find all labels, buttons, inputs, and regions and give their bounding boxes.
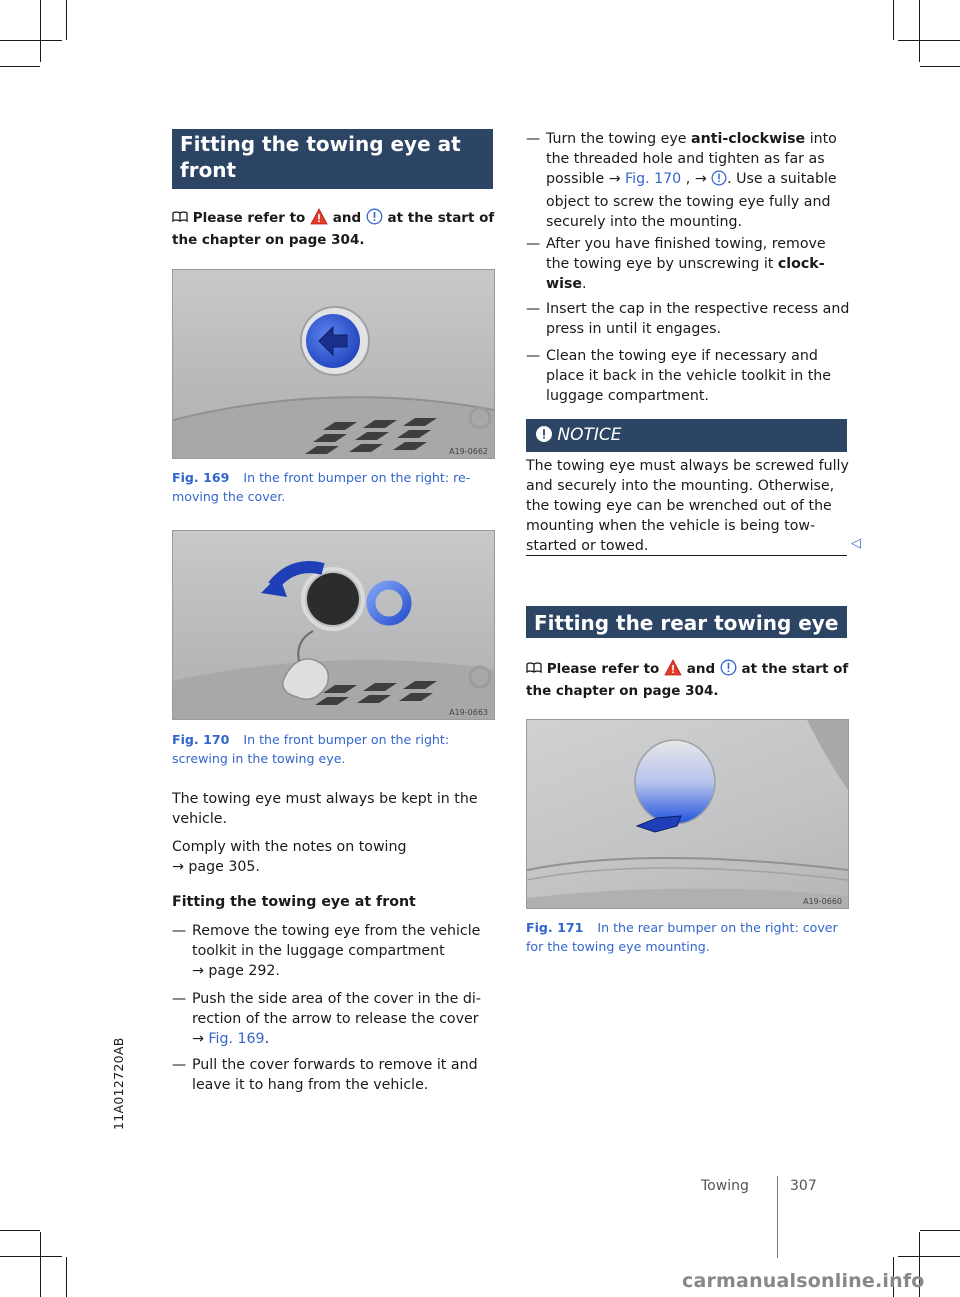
- caption-text: moving the cover.: [172, 489, 286, 504]
- crop-mark: [898, 40, 960, 41]
- figure-label: Fig. 170: [172, 732, 230, 747]
- text-line: the towing eye can be wrenched out of the: [526, 498, 832, 514]
- chapter-reference: [172, 208, 502, 250]
- figure-171-image: [526, 719, 849, 909]
- bullet-dash: —: [526, 236, 541, 252]
- crop-mark: [920, 66, 960, 67]
- document-code: 11A012720AB: [111, 1037, 126, 1130]
- paragraph-keep-in-vehicle: [172, 789, 502, 829]
- section-end-triangle-icon: ◁: [851, 536, 861, 551]
- section-heading-rear: [526, 606, 847, 638]
- text-line: vehicle.: [172, 811, 228, 827]
- notice-icon: [366, 208, 383, 231]
- crop-mark: [0, 40, 62, 41]
- figure-170-image: [172, 530, 495, 720]
- ref-prefix: Please refer to: [192, 210, 306, 226]
- text-line: toolkit in the luggage compartment: [192, 943, 445, 959]
- ref-and: and: [686, 661, 716, 677]
- notice-end-rule: [526, 555, 847, 556]
- text-line: Clean the towing eye if necessary and: [546, 348, 818, 364]
- caption-text: In the front bumper on the right:: [243, 732, 450, 747]
- crop-mark: [919, 0, 920, 62]
- figure-reference-link[interactable]: Fig. 170: [625, 171, 682, 187]
- text-line: and securely into the mounting. Otherwise,: [526, 478, 835, 494]
- text-segment: the towing eye by unscrewing it: [546, 256, 774, 272]
- step-item: [172, 1055, 502, 1095]
- crop-mark: [0, 1230, 40, 1231]
- figure-code: A19-0660: [803, 897, 842, 906]
- text-line: Comply with the notes on towing: [172, 839, 407, 855]
- bullet-dash: —: [526, 301, 541, 317]
- rear-bumper-illustration: [527, 720, 848, 908]
- crop-mark: [66, 0, 67, 40]
- caption-text: for the towing eye mounting.: [526, 939, 710, 954]
- page-reference-link[interactable]: page 292.: [208, 963, 280, 979]
- step-item: [526, 299, 856, 339]
- ref-suffix: at the start of: [741, 661, 849, 677]
- caption-text: In the rear bumper on the right: cover: [597, 920, 838, 935]
- bullet-dash: —: [526, 348, 541, 364]
- ref-prefix: Please refer to: [546, 661, 660, 677]
- text-line: Insert the cap in the respective recess and: [546, 301, 850, 317]
- figure-169-caption: [172, 468, 497, 506]
- ref-suffix: at the start of: [387, 210, 495, 226]
- figure-code: A19-0662: [449, 447, 488, 456]
- watermark: carmanualsonline.info: [682, 1270, 925, 1292]
- towing-eye-illustration: [173, 531, 494, 719]
- step-item: — Push the side area of the cover in the di- rection of the arrow to release the cover → Fig. 169.: [172, 991, 481, 1047]
- step-item: [526, 346, 856, 406]
- text-line: securely into the mounting.: [546, 214, 742, 230]
- text-line: object to screw the towing eye fully and: [546, 194, 831, 210]
- bumper-cover-illustration: [173, 270, 494, 458]
- book-icon: [172, 210, 188, 226]
- text-segment: . Use a suitable: [727, 171, 837, 187]
- notice-title: NOTICE: [557, 425, 622, 445]
- text-line: luggage compartment.: [546, 388, 709, 404]
- arrow-right-icon: →: [694, 171, 707, 187]
- emphasis-text: clock-: [777, 256, 825, 272]
- arrow-right-icon: →: [608, 171, 621, 187]
- step-item: — Turn the towing eye anti-clockwise into the threaded hole and tighten as far as possible → Fig. 170 , → . Use a suitable object to screw the towing eye fully and securely into the mounting.: [526, 131, 837, 230]
- notice-icon: [711, 170, 727, 192]
- crop-mark: [40, 1232, 41, 1297]
- notice-header: [526, 419, 847, 452]
- step-item: [526, 234, 856, 294]
- heading-line: front: [180, 158, 237, 182]
- text-line: Pull the cover forwards to remove it and: [192, 1057, 478, 1073]
- text-line: Push the side area of the cover in the di-: [192, 991, 481, 1007]
- bullet-dash: —: [172, 1057, 187, 1073]
- crop-mark: [0, 66, 40, 67]
- book-icon: [526, 661, 542, 677]
- crop-mark: [893, 0, 894, 40]
- notice-body: [526, 456, 856, 556]
- step-item: [172, 921, 502, 981]
- page-number: 307: [790, 1178, 817, 1194]
- figure-code: A19-0663: [449, 708, 488, 717]
- text-line: Remove the towing eye from the vehicle: [192, 923, 481, 939]
- arrow-right-icon: →: [172, 859, 184, 875]
- crop-mark: [40, 0, 41, 62]
- emphasis-text: anti-clockwise: [691, 131, 806, 147]
- figure-label: Fig. 169: [172, 470, 230, 485]
- caption-text: screwing in the towing eye.: [172, 751, 346, 766]
- arrow-right-icon: →: [192, 963, 204, 979]
- ref-line2: the chapter on page 304.: [526, 683, 719, 699]
- text-line: started or towed.: [526, 538, 649, 554]
- text-line: After you have finished towing, remove: [546, 236, 826, 252]
- text-line: the threaded hole and tighten as far as: [546, 151, 825, 167]
- text-segment: into: [809, 131, 837, 147]
- footer-divider: [777, 1176, 778, 1258]
- figure-170-caption: [172, 730, 497, 768]
- ref-line2: the chapter on page 304.: [172, 232, 365, 248]
- text-segment: possible: [546, 171, 605, 187]
- warning-icon: [664, 659, 682, 682]
- notice-icon: [720, 659, 737, 682]
- figure-label: Fig. 171: [526, 920, 584, 935]
- ref-and: and: [332, 210, 362, 226]
- text-line: mounting when the vehicle is being tow-: [526, 518, 816, 534]
- crop-mark: [898, 1256, 960, 1257]
- warning-icon: [310, 208, 328, 231]
- bullet-dash: —: [172, 923, 187, 939]
- emphasis-text: wise: [546, 276, 583, 292]
- page-reference-link[interactable]: page 305.: [188, 859, 260, 875]
- bullet-dash: —: [526, 131, 541, 147]
- chapter-reference: [526, 659, 856, 701]
- figure-169-image: [172, 269, 495, 459]
- heading-line: Fitting the towing eye at: [180, 132, 461, 156]
- bullet-dash: —: [172, 991, 187, 1007]
- arrow-right-icon: →: [192, 1031, 204, 1047]
- text-line: leave it to hang from the vehicle.: [192, 1077, 429, 1093]
- text-line: place it back in the vehicle toolkit in the: [546, 368, 832, 384]
- text-line: The towing eye must always be kept in the: [172, 791, 478, 807]
- subheading: Fitting the towing eye at front: [172, 894, 416, 910]
- text-segment: Turn the towing eye: [546, 131, 687, 147]
- crop-mark: [0, 1256, 62, 1257]
- footer-section-title: Towing: [701, 1178, 749, 1194]
- text-segment: .: [582, 276, 587, 292]
- crop-mark: [920, 1230, 960, 1231]
- section-heading-front: [172, 129, 493, 189]
- figure-171-caption: [526, 918, 856, 956]
- text-line: The towing eye must always be screwed fully: [526, 458, 849, 474]
- figure-reference-link[interactable]: Fig. 169: [208, 1031, 265, 1047]
- heading-line: Fitting the rear towing eye: [534, 611, 839, 635]
- text-line: rection of the arrow to release the cover: [192, 1011, 479, 1027]
- crop-mark: [66, 1257, 67, 1297]
- paragraph-towing-notes: [172, 837, 502, 877]
- caption-text: In the front bumper on the right: re-: [243, 470, 471, 485]
- notice-icon: [536, 425, 552, 445]
- text-line: press in until it engages.: [546, 321, 722, 337]
